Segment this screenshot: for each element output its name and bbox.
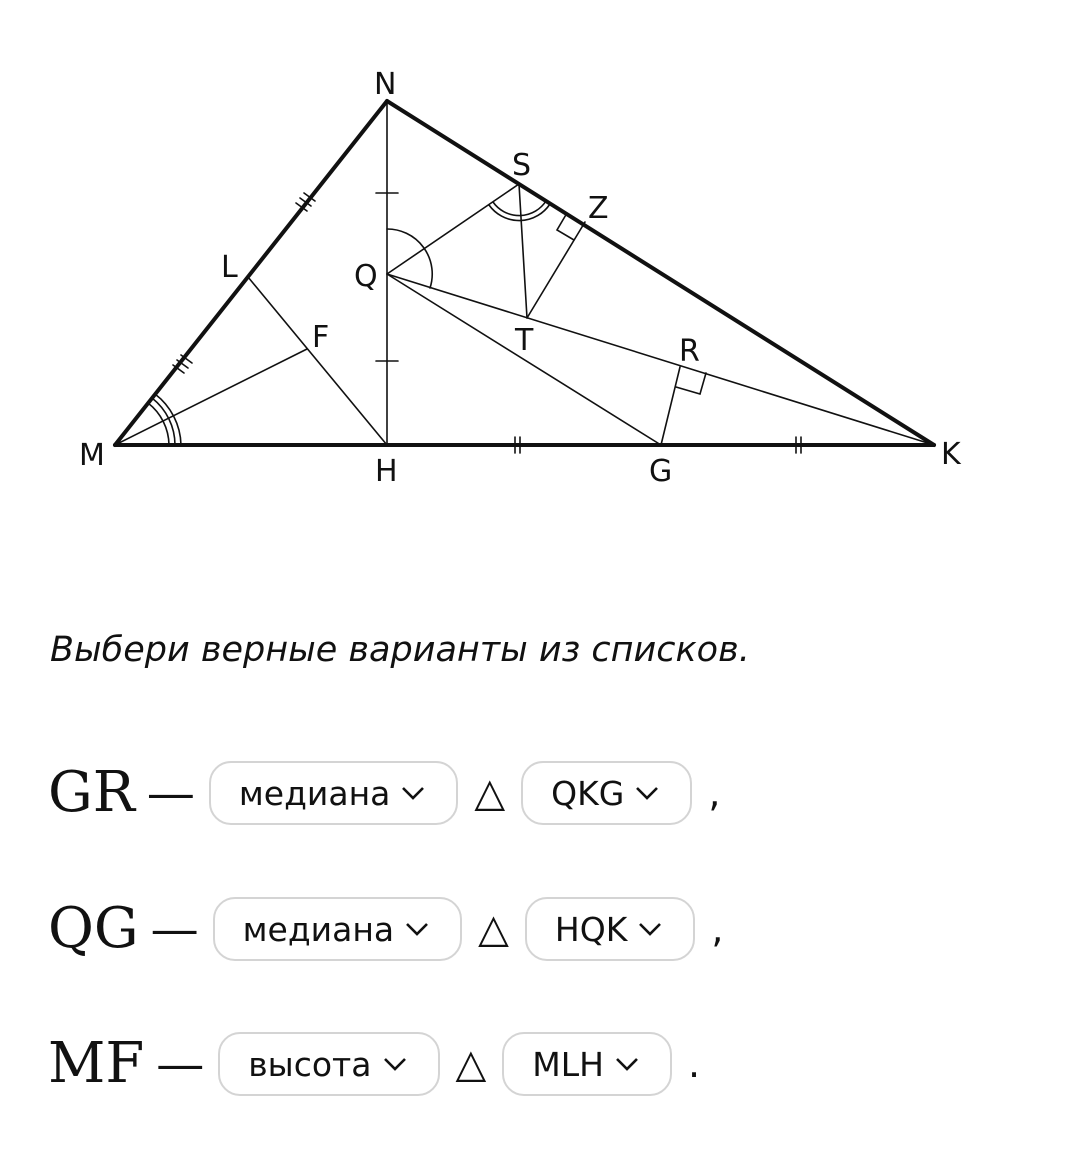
line-type-dropdown[interactable] (209, 761, 458, 825)
dropdown-value: медиана (242, 909, 395, 949)
point-label-m: M (79, 438, 105, 473)
dropdown-value: MLH (532, 1044, 604, 1084)
point-label-s: S (512, 148, 532, 183)
chevron-down-icon (404, 920, 430, 938)
punctuation: , (708, 771, 721, 815)
dash: — (150, 901, 199, 957)
triangle-symbol: △ (478, 906, 509, 952)
point-label-h: H (375, 454, 398, 489)
segment-qg (387, 274, 661, 445)
dash: — (146, 765, 195, 821)
triangle-symbol: △ (474, 770, 506, 816)
segment-name: GR (48, 760, 135, 825)
dropdown-value: QKG (551, 773, 625, 813)
segment-qs (387, 184, 519, 274)
point-label-z: Z (588, 191, 609, 226)
chevron-down-icon (634, 784, 660, 802)
point-label-l: L (221, 250, 238, 285)
dropdown-value: высота (248, 1044, 372, 1084)
segment-name: QG (48, 896, 139, 961)
right-angle-r (676, 373, 706, 394)
segment-name: MF (48, 1031, 145, 1096)
point-label-f: F (312, 320, 330, 355)
triangle-dropdown[interactable] (502, 1032, 672, 1096)
segment-tz (527, 222, 585, 318)
point-label-q: Q (354, 259, 378, 294)
chevron-down-icon (637, 920, 663, 938)
line-type-dropdown[interactable] (218, 1032, 439, 1096)
point-label-t: T (515, 323, 534, 358)
point-label-r: R (679, 334, 700, 369)
chevron-down-icon (400, 784, 426, 802)
segment-mf (115, 349, 307, 445)
segment-qk (387, 274, 934, 445)
point-label-n: N (374, 67, 397, 102)
answer-row (48, 894, 723, 964)
answer-row (48, 758, 720, 828)
dropdown-value: HQK (554, 909, 628, 949)
segment-st (519, 184, 527, 318)
point-label-k: K (941, 437, 961, 472)
segment-gr (661, 367, 680, 445)
instruction-text: Выбери верные варианты из списков. (50, 630, 750, 670)
dropdown-value: медиана (238, 773, 391, 813)
chevron-down-icon (614, 1055, 640, 1073)
triangle-dropdown[interactable] (521, 761, 692, 825)
geometry-figure (0, 0, 1080, 560)
punctuation: . (687, 1042, 701, 1086)
punctuation: , (711, 907, 724, 951)
triangle-symbol: △ (455, 1041, 487, 1087)
chevron-down-icon (382, 1055, 408, 1073)
point-label-g: G (649, 454, 673, 489)
triangle-dropdown[interactable] (525, 897, 695, 961)
segment-lh (248, 277, 387, 445)
dash: — (156, 1036, 205, 1092)
line-type-dropdown[interactable] (213, 897, 462, 961)
answer-row (48, 1029, 700, 1099)
